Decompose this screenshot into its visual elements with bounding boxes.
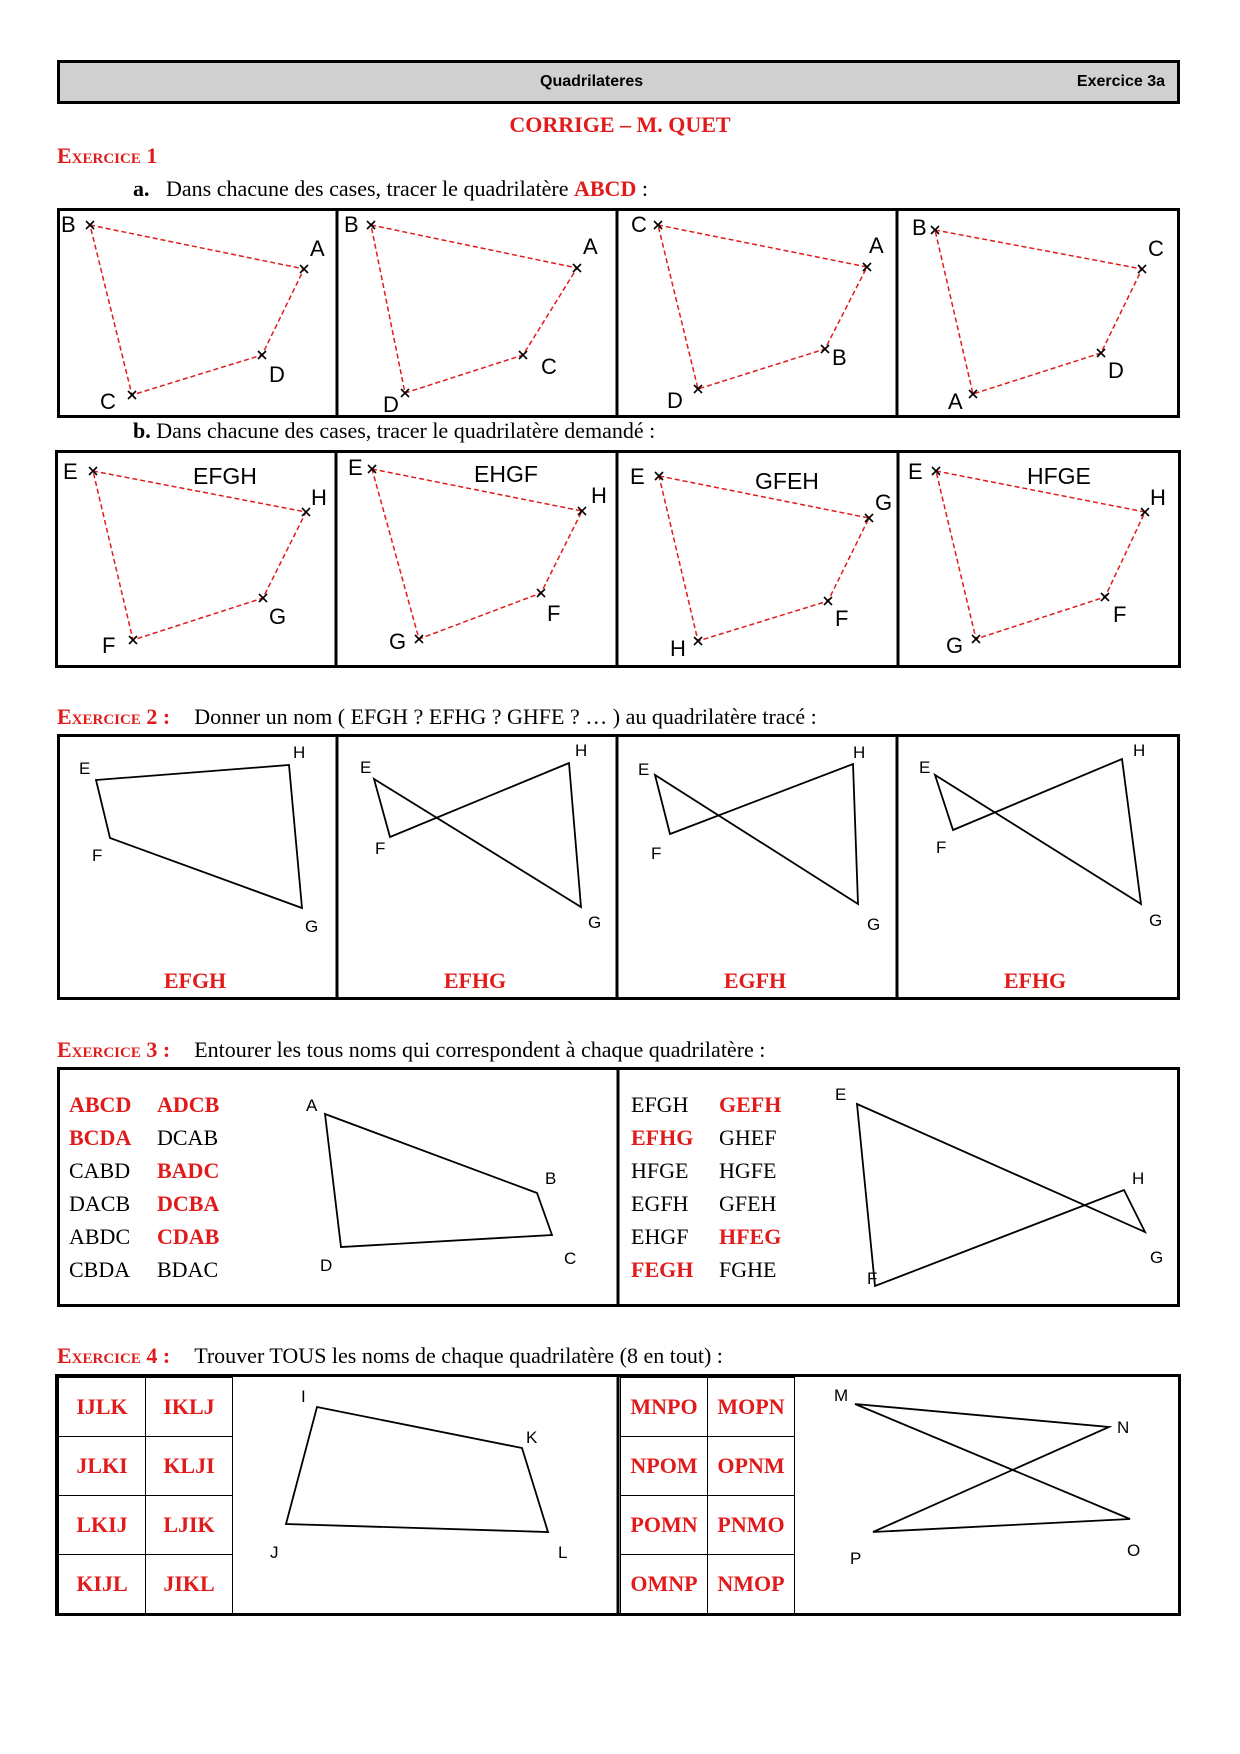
- ex4-name-cell: PNMO: [708, 1496, 795, 1555]
- svg-text:F: F: [651, 844, 662, 863]
- svg-text:H: H: [293, 743, 306, 762]
- svg-text:B: B: [912, 215, 927, 240]
- ex3-name[interactable]: EFHG: [631, 1125, 694, 1150]
- ex3-name[interactable]: EGFH: [631, 1191, 689, 1216]
- svg-text:H: H: [853, 743, 866, 762]
- ex1-a-letter: a.: [133, 176, 150, 201]
- svg-text:K: K: [526, 1428, 538, 1447]
- ex4-right-table: [620, 1377, 795, 1614]
- corrige-title: CORRIGE – M. QUET: [509, 112, 731, 137]
- svg-text:F: F: [1113, 602, 1127, 627]
- ex1-b-figures: [55, 450, 1181, 668]
- ex1-a-colon: :: [636, 176, 648, 201]
- ex3-figures: [57, 1067, 1180, 1307]
- ex3-right-row: [631, 1253, 781, 1286]
- svg-text:E: E: [638, 760, 650, 779]
- svg-text:C: C: [1148, 236, 1164, 261]
- ex3-name[interactable]: HGFE: [719, 1158, 777, 1183]
- ex4-name-cell: MOPN: [708, 1378, 795, 1437]
- header-exercise: Exercice 3a: [1076, 73, 1165, 90]
- svg-text:L: L: [558, 1543, 568, 1562]
- ex3-name[interactable]: EFGH: [631, 1092, 689, 1117]
- ex1-a-text: Dans chacune des cases, tracer le quadrilatère: [166, 176, 569, 201]
- svg-text:G: G: [867, 915, 881, 934]
- ex3-left-names: [69, 1088, 219, 1286]
- ex4-name-cell: JIKL: [146, 1555, 233, 1614]
- svg-text:B: B: [344, 212, 359, 237]
- ex2-answer-1: EFGH: [163, 968, 227, 993]
- ex3-left-row: [69, 1253, 219, 1286]
- svg-text:C: C: [100, 389, 116, 414]
- svg-text:C: C: [631, 212, 647, 237]
- ex3-name[interactable]: CABD: [69, 1158, 131, 1183]
- ex1-b-label-4: HFGE: [1027, 463, 1091, 489]
- svg-text:B: B: [832, 345, 847, 370]
- svg-text:F: F: [867, 1269, 878, 1288]
- ex3-name[interactable]: ABCD: [69, 1092, 132, 1117]
- ex4-left-table: [58, 1377, 233, 1614]
- svg-text:G: G: [875, 490, 893, 515]
- svg-text:F: F: [936, 838, 947, 857]
- svg-text:D: D: [1108, 358, 1124, 383]
- ex1-title: Exercice 1: [57, 143, 158, 168]
- ex2-figures: [57, 734, 1180, 1000]
- ex3-instruction: Entourer les tous noms qui correspondent à chaque quadrilatère :: [194, 1037, 766, 1062]
- svg-text:A: A: [310, 236, 325, 261]
- ex4-name-cell: KLJI: [146, 1437, 233, 1496]
- svg-text:H: H: [670, 636, 686, 661]
- ex3-name[interactable]: BDAC: [157, 1257, 219, 1282]
- ex3-left-row: [69, 1088, 219, 1121]
- ex4-name-cell: POMN: [621, 1496, 708, 1555]
- ex3-heading: [57, 1037, 765, 1063]
- svg-text:B: B: [61, 212, 76, 237]
- ex4-name-cell: NMOP: [708, 1555, 795, 1614]
- svg-text:I: I: [301, 1387, 306, 1406]
- ex4-name-cell: KIJL: [59, 1555, 146, 1614]
- ex2-title: Exercice 2 :: [57, 704, 171, 729]
- svg-text:A: A: [306, 1096, 318, 1115]
- ex3-name[interactable]: GEFH: [719, 1092, 782, 1117]
- svg-text:E: E: [630, 464, 645, 489]
- ex1-b-label-3: GFEH: [755, 468, 819, 494]
- svg-text:H: H: [1133, 741, 1146, 760]
- ex4-name-cell: LJIK: [146, 1496, 233, 1555]
- ex3-name[interactable]: CDAB: [157, 1224, 220, 1249]
- svg-text:H: H: [591, 483, 607, 508]
- ex3-left-row: [69, 1154, 219, 1187]
- ex3-left-row: [69, 1121, 219, 1154]
- ex3-name[interactable]: HFGE: [631, 1158, 689, 1183]
- ex4-instruction: Trouver TOUS les noms de chaque quadrilatère (8 en tout) :: [194, 1343, 723, 1368]
- ex3-right-row: [631, 1088, 781, 1121]
- svg-text:G: G: [305, 917, 319, 936]
- ex3-name[interactable]: ABDC: [69, 1224, 131, 1249]
- ex3-name[interactable]: CBDA: [69, 1257, 131, 1282]
- ex1-b-label-2: EHGF: [474, 461, 538, 487]
- ex1-a-name: ABCD: [574, 176, 637, 201]
- svg-text:F: F: [92, 846, 103, 865]
- svg-text:G: G: [389, 629, 407, 654]
- ex3-name[interactable]: BADC: [157, 1158, 220, 1183]
- ex4-name-cell: IJLK: [59, 1378, 146, 1437]
- svg-text:P: P: [850, 1549, 862, 1568]
- svg-text:G: G: [269, 604, 287, 629]
- ex4-name-cell: JLKI: [59, 1437, 146, 1496]
- ex1-a-instruction: [133, 176, 648, 202]
- svg-text:F: F: [102, 633, 116, 658]
- ex3-left-row: [69, 1187, 219, 1220]
- ex3-name[interactable]: ADCB: [157, 1092, 220, 1117]
- ex4-heading: [57, 1343, 723, 1369]
- svg-text:N: N: [1117, 1418, 1130, 1437]
- ex3-right-row: [631, 1220, 781, 1253]
- header-bar: [57, 60, 1180, 104]
- ex2-heading: [57, 704, 817, 730]
- svg-text:D: D: [269, 362, 285, 387]
- svg-text:B: B: [545, 1169, 557, 1188]
- ex3-name[interactable]: GFEH: [719, 1191, 777, 1216]
- ex3-right-row: [631, 1121, 781, 1154]
- svg-text:G: G: [1149, 911, 1163, 930]
- svg-text:A: A: [583, 234, 598, 259]
- svg-text:D: D: [667, 388, 683, 413]
- svg-text:F: F: [835, 606, 849, 631]
- ex4-name-cell: NPOM: [621, 1437, 708, 1496]
- svg-text:H: H: [1132, 1169, 1145, 1188]
- svg-text:A: A: [948, 389, 963, 414]
- svg-text:G: G: [1150, 1248, 1164, 1267]
- ex2-answer-2: EFHG: [443, 968, 507, 993]
- ex3-right-names: [631, 1088, 781, 1286]
- ex4-name-cell: LKIJ: [59, 1496, 146, 1555]
- svg-text:F: F: [375, 839, 386, 858]
- ex3-name[interactable]: FEGH: [631, 1257, 694, 1282]
- ex2-answer-4: EFHG: [1003, 968, 1067, 993]
- ex3-name[interactable]: DCBA: [157, 1191, 220, 1216]
- ex4-name-cell: MNPO: [621, 1378, 708, 1437]
- ex1-b-label-1: EFGH: [193, 463, 257, 489]
- ex3-title: Exercice 3 :: [57, 1037, 171, 1062]
- svg-text:G: G: [946, 633, 964, 658]
- ex1-b-instruction: [133, 418, 655, 444]
- ex4-name-cell: OMNP: [621, 1555, 708, 1614]
- ex4-name-cell: OPNM: [708, 1437, 795, 1496]
- ex2-answer-3: EGFH: [723, 968, 787, 993]
- ex3-name[interactable]: EHGF: [631, 1224, 689, 1249]
- svg-text:E: E: [63, 459, 78, 484]
- svg-text:E: E: [360, 758, 372, 777]
- ex4-name-cell: IKLJ: [146, 1378, 233, 1437]
- svg-text:C: C: [564, 1249, 577, 1268]
- svg-text:O: O: [1127, 1541, 1141, 1560]
- ex3-right-row: [631, 1154, 781, 1187]
- ex3-name[interactable]: GHEF: [719, 1125, 777, 1150]
- svg-text:D: D: [383, 392, 399, 417]
- header-title: Quadrilateres: [540, 73, 644, 90]
- ex3-name[interactable]: BCDA: [69, 1125, 132, 1150]
- svg-text:H: H: [311, 485, 327, 510]
- ex3-name[interactable]: HFEG: [719, 1224, 782, 1249]
- ex1-b-letter: b.: [133, 418, 151, 443]
- svg-text:E: E: [348, 455, 363, 480]
- ex3-name[interactable]: DCAB: [157, 1125, 219, 1150]
- ex1-a-figures: [57, 208, 1180, 418]
- svg-text:J: J: [270, 1543, 279, 1562]
- svg-text:D: D: [320, 1256, 333, 1275]
- svg-text:E: E: [919, 758, 931, 777]
- svg-text:G: G: [588, 913, 602, 932]
- ex1-b-text: Dans chacune des cases, tracer le quadrilatère demandé :: [156, 418, 656, 443]
- svg-text:C: C: [541, 354, 557, 379]
- svg-text:F: F: [547, 601, 561, 626]
- svg-text:H: H: [575, 741, 588, 760]
- ex2-instruction: Donner un nom ( EFGH ? EFHG ? GHFE ? … ) au quadrilatère tracé :: [194, 704, 817, 729]
- ex4-title: Exercice 4 :: [57, 1343, 171, 1368]
- ex3-name[interactable]: FGHE: [719, 1257, 777, 1282]
- ex3-right-row: [631, 1187, 781, 1220]
- svg-text:E: E: [835, 1085, 847, 1104]
- svg-text:E: E: [908, 459, 923, 484]
- svg-text:M: M: [834, 1386, 849, 1405]
- svg-text:A: A: [869, 233, 884, 258]
- ex3-name[interactable]: DACB: [69, 1191, 131, 1216]
- svg-text:E: E: [79, 759, 91, 778]
- svg-text:H: H: [1150, 485, 1166, 510]
- ex3-left-row: [69, 1220, 219, 1253]
